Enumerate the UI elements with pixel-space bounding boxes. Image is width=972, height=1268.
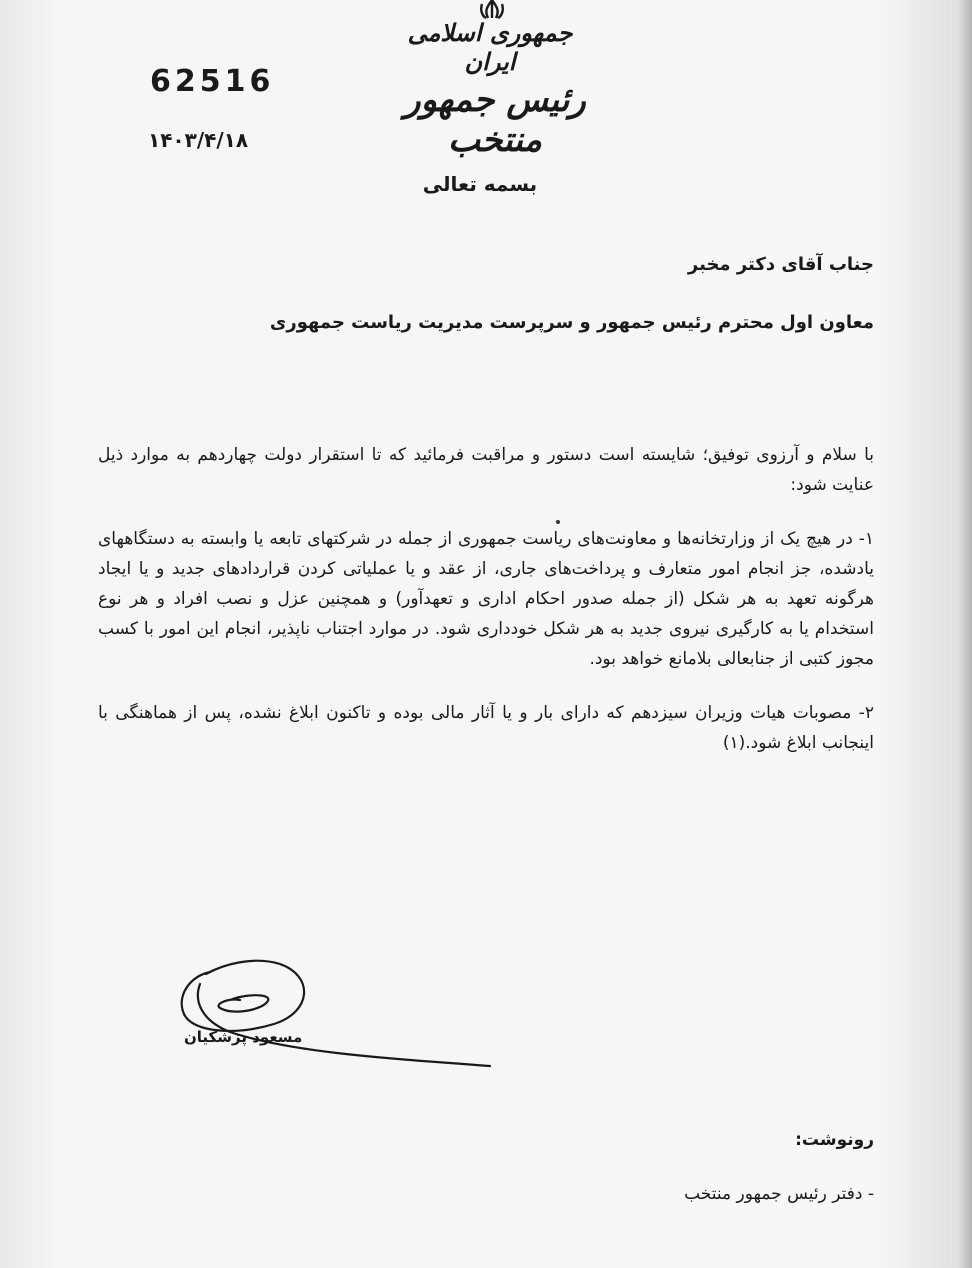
addressee-name: جناب آقای دکتر مخبر <box>687 254 874 275</box>
header-office-title: رئیس جمهور منتخب <box>404 80 586 160</box>
body-item-1: ۱- در هیچ یک از وزارتخانه‌ها و معاونت‌های ریاست جمهوری از جمله در شرکتهای تابعه یا وابسته به دستگاههای یادشده، جز انجام امور متعارف و پرداخت‌های جاری، از عقد و یا عملیاتی کردن قراردادهای جدید و یا ایجاد هرگونه تعهد به هر شکل (از جمله صدور احکام اداری و تعهدآور) و همچنین عزل و نصب افراد و هر نوع استخدام یا به کارگیری نیروی جدید به هر شکل خودداری شود. در موارد اجتناب ناپذیر، انجام این امور با کسب مجوز کتبی از جنابعالی بلامانع خواهد بود. <box>98 529 874 669</box>
body-item-2: ۲- مصوبات هیات وزیران سیزدهم که دارای بار و یا آثار مالی بوده و تاکنون ابلاغ نشده، پس از هماهنگی با اینجانب ابلاغ شود.(۱) <box>98 703 874 753</box>
iran-emblem-icon <box>470 0 514 20</box>
signer-name: مسعود پزشکیان <box>184 1028 303 1046</box>
page-edge-shadow <box>958 0 972 1268</box>
header-country: جمهوری اسلامی ایران <box>407 18 573 76</box>
cc-label: رونوشت: <box>795 1130 874 1150</box>
addressee-title: معاون اول محترم رئیس جمهور و سرپرست مدیریت ریاست جمهوری <box>269 312 874 333</box>
signature-mark <box>170 940 520 1080</box>
invocation-heading: بسمه تعالی <box>422 172 538 196</box>
letter-number: 62516 <box>150 64 275 99</box>
letter-body <box>98 440 874 758</box>
letter-date: ۱۴۰۳/۴/۱۸ <box>148 128 249 152</box>
body-intro: با سلام و آرزوی توفیق؛ شایسته است دستور و مراقبت فرمائید که تا استقرار دولت چهاردهم به موارد ذیل عنایت شود: <box>98 445 874 495</box>
cc-item: - دفتر رئیس جمهور منتخب <box>684 1184 874 1204</box>
